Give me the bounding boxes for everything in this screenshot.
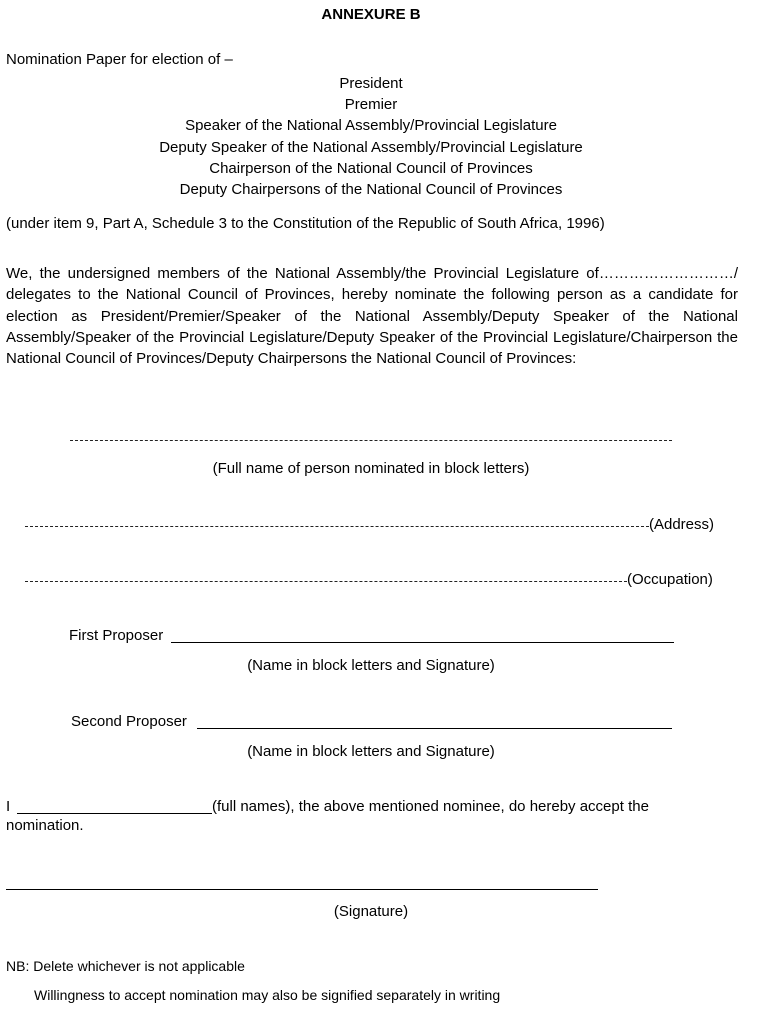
office-list: [0, 73, 742, 200]
nominee-name-caption: (Full name of person nominated in block letters): [212, 460, 530, 477]
nominee-name-line[interactable]: [70, 440, 672, 441]
second-proposer-caption: (Name in block letters and Signature): [247, 743, 495, 760]
address-line[interactable]: [25, 526, 649, 527]
willingness-note: Willingness to accept nomination may also be signified separately in writing: [34, 987, 501, 1003]
acceptance-prefix: I: [6, 798, 11, 815]
office-item: President: [339, 75, 403, 92]
occupation-line[interactable]: [25, 581, 627, 582]
office-item: Premier: [344, 96, 398, 114]
occupation-label: (Occupation): [627, 571, 713, 588]
second-proposer-line[interactable]: [197, 728, 672, 729]
office-item: Chairperson of the National Council of Provinces: [209, 159, 533, 177]
first-proposer-caption: (Name in block letters and Signature): [247, 657, 495, 674]
office-item: Deputy Speaker of the National Assembly/Provincial Legislature: [159, 138, 583, 156]
authority-text: (under item 9, Part A, Schedule 3 to the Constitution of the Republic of South Africa, 1996): [6, 215, 605, 232]
office-item: Speaker of the National Assembly/Provincial Legislature: [185, 117, 557, 135]
first-proposer-label: First Proposer: [69, 627, 164, 644]
nominee-full-names-line[interactable]: [17, 813, 212, 814]
second-proposer-label: Second Proposer: [71, 713, 187, 730]
signature-line[interactable]: [6, 889, 598, 890]
document-title: ANNEXURE B: [321, 6, 421, 23]
nb-note: NB: Delete whichever is not applicable: [6, 958, 245, 974]
nomination-paragraph: We, the undersigned members of the National Assembly/the Provincial Legislature of………………………/ delegates to the National Council of Provinces, hereby nominate the following person as a candidate for election as President/Premier/Speaker of the National Assembly/Deputy Speaker of the National Assembly/Speaker of the Provincial Legislature/Deputy Speaker of the Provincial Legislature/Chairperson the National Council of Provinces/Deputy Chairpersons the National Council of Provinces:: [6, 265, 738, 368]
address-label: (Address): [649, 516, 715, 533]
office-item: Deputy Chairpersons of the National Council of Provinces: [179, 180, 563, 198]
signature-caption: (Signature): [333, 903, 409, 920]
acceptance-text: (full names), the above mentioned nominee, do hereby accept the: [212, 798, 649, 815]
acceptance-continued: nomination.: [6, 817, 84, 834]
intro-text: Nomination Paper for election of –: [6, 51, 233, 68]
first-proposer-line[interactable]: [171, 642, 674, 643]
